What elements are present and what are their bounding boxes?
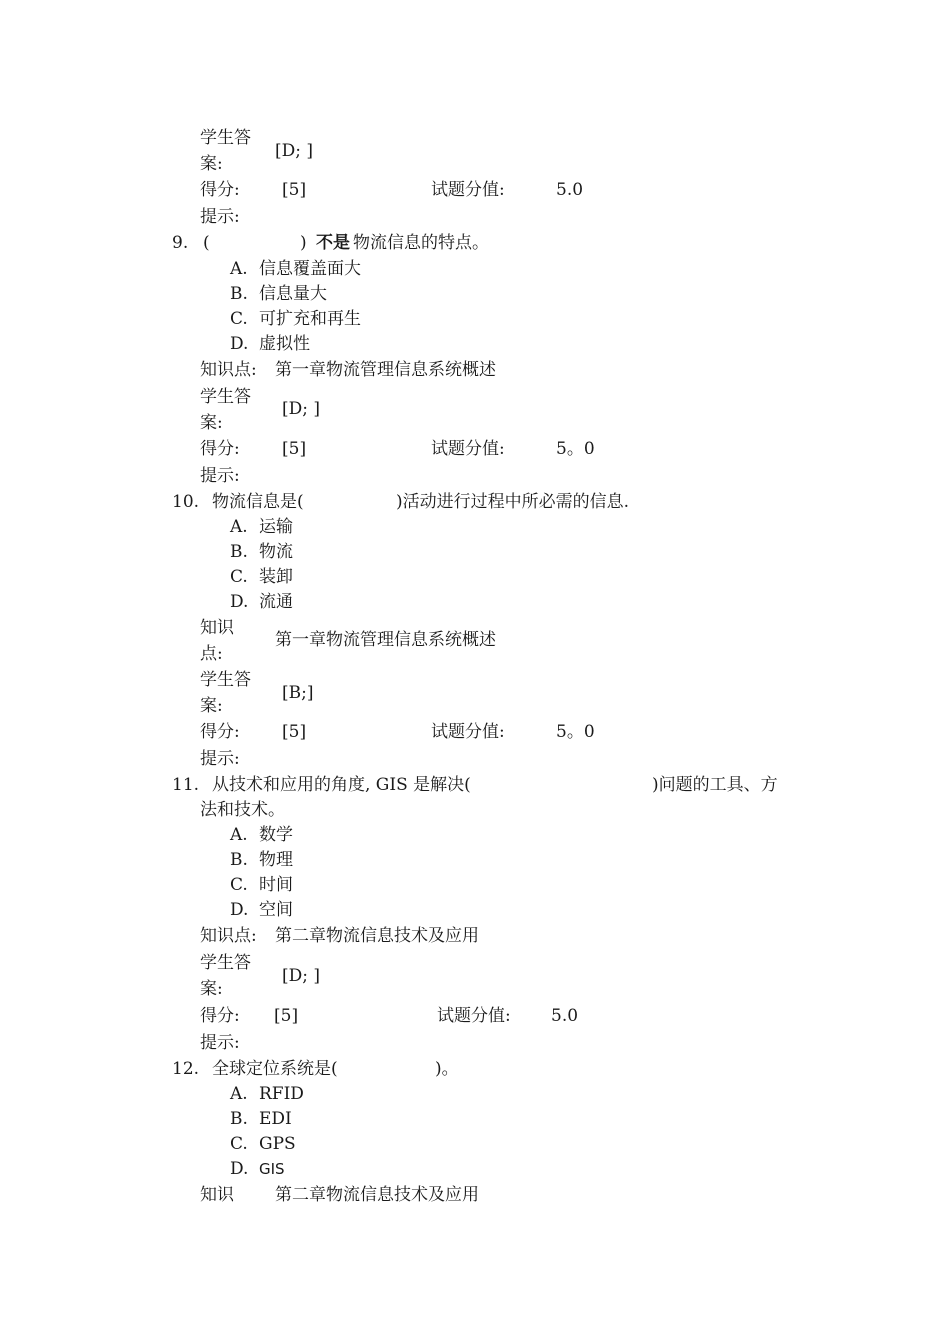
option-text: 信息覆盖面大	[259, 259, 361, 279]
hint-label: 提示:	[200, 207, 240, 227]
option-text: 流通	[259, 592, 293, 612]
option-key: C.	[230, 567, 248, 587]
knowledge-value: 第二章物流信息技术及应用	[275, 1185, 479, 1205]
question-number: 9.	[172, 233, 189, 253]
option-text: 信息量大	[259, 284, 327, 304]
option-text: EDI	[259, 1109, 292, 1129]
knowledge-value: 第一章物流管理信息系统概述	[275, 360, 496, 380]
hint-label: 提示:	[200, 749, 240, 769]
option-key: A.	[230, 517, 248, 537]
knowledge-label: 知识	[200, 1185, 234, 1205]
question-value: 5.0	[551, 1006, 579, 1026]
question-value-label: 试题分值:	[431, 722, 505, 742]
option-text: RFID	[259, 1084, 304, 1104]
option-key: C.	[230, 1134, 248, 1154]
option-key: D.	[230, 900, 249, 920]
knowledge-label: 知识	[200, 618, 234, 638]
student-answer-label: 案:	[200, 696, 223, 716]
option-key: C.	[230, 875, 248, 895]
knowledge-value: 第一章物流管理信息系统概述	[275, 630, 496, 650]
question-value-label: 试题分值:	[431, 180, 505, 200]
student-answer-value: [D; ]	[282, 966, 321, 986]
question-text: )活动进行过程中所必需的信息.	[396, 492, 630, 512]
knowledge-label: 点:	[200, 644, 223, 664]
knowledge-value: 第二章物流信息技术及应用	[275, 926, 479, 946]
hint-label: 提示:	[200, 1033, 240, 1053]
option-key: A.	[230, 1084, 248, 1104]
option-key: B.	[230, 850, 248, 870]
student-answer-label: 案:	[200, 979, 223, 999]
option-text: GIS	[259, 1160, 285, 1178]
question-text: (	[203, 233, 210, 253]
hint-label: 提示:	[200, 466, 240, 486]
question-text: 物流信息的特点。	[353, 233, 489, 253]
option-key: D.	[230, 592, 249, 612]
student-answer-value: [D; ]	[282, 399, 321, 419]
option-key: A.	[230, 259, 248, 279]
score-value: [5]	[282, 439, 307, 459]
option-key: D.	[230, 1159, 249, 1179]
question-text: 物流信息是(	[212, 492, 304, 512]
question-number: 11.	[172, 775, 200, 795]
score-value: [5]	[282, 180, 307, 200]
question-value-label: 试题分值:	[437, 1006, 511, 1026]
question-text: )问题的工具、方	[652, 775, 778, 795]
score-value: [5]	[274, 1006, 299, 1026]
student-answer-label: 学生答	[200, 670, 251, 690]
question-number: 10.	[172, 492, 200, 512]
option-key: B.	[230, 1109, 248, 1129]
option-key: B.	[230, 284, 248, 304]
student-answer-value: [B;]	[282, 683, 314, 703]
question-text-continued: 法和技术。	[200, 800, 285, 820]
student-answer-label: 案:	[200, 413, 223, 433]
score-label: 得分:	[200, 1006, 240, 1026]
option-text: GPS	[259, 1134, 296, 1154]
option-text: 虚拟性	[259, 334, 310, 354]
question-text: 从技术和应用的角度, GIS 是解决(	[212, 775, 471, 795]
student-answer-label: 学生答	[200, 953, 251, 973]
question-number: 12.	[172, 1059, 200, 1079]
knowledge-label: 知识点:	[200, 360, 257, 380]
option-text: 数学	[259, 825, 293, 845]
question-value: 5.0	[556, 180, 584, 200]
score-label: 得分:	[200, 180, 240, 200]
option-key: C.	[230, 309, 248, 329]
score-value: [5]	[282, 722, 307, 742]
student-answer-value: [D; ]	[275, 141, 314, 161]
option-text: 物理	[259, 850, 293, 870]
question-text: 全球定位系统是(	[212, 1059, 338, 1079]
student-answer-label: 学生答	[200, 387, 251, 407]
question-text: )。	[435, 1059, 459, 1079]
option-key: A.	[230, 825, 248, 845]
option-text: 空间	[259, 900, 293, 920]
question-value: 5。0	[556, 722, 595, 742]
option-text: 运输	[259, 517, 293, 537]
option-text: 物流	[259, 542, 293, 562]
score-label: 得分:	[200, 439, 240, 459]
question-value-label: 试题分值:	[431, 439, 505, 459]
option-key: B.	[230, 542, 248, 562]
option-text: 装卸	[259, 567, 293, 587]
student-answer-label: 学生答	[200, 128, 251, 148]
option-text: 时间	[259, 875, 293, 895]
student-answer-label: 案:	[200, 154, 223, 174]
score-label: 得分:	[200, 722, 240, 742]
knowledge-label: 知识点:	[200, 926, 257, 946]
question-text-bold: 不是	[316, 233, 350, 253]
question-value: 5。0	[556, 439, 595, 459]
option-key: D.	[230, 334, 249, 354]
question-text: )	[300, 233, 307, 253]
option-text: 可扩充和再生	[259, 309, 361, 329]
